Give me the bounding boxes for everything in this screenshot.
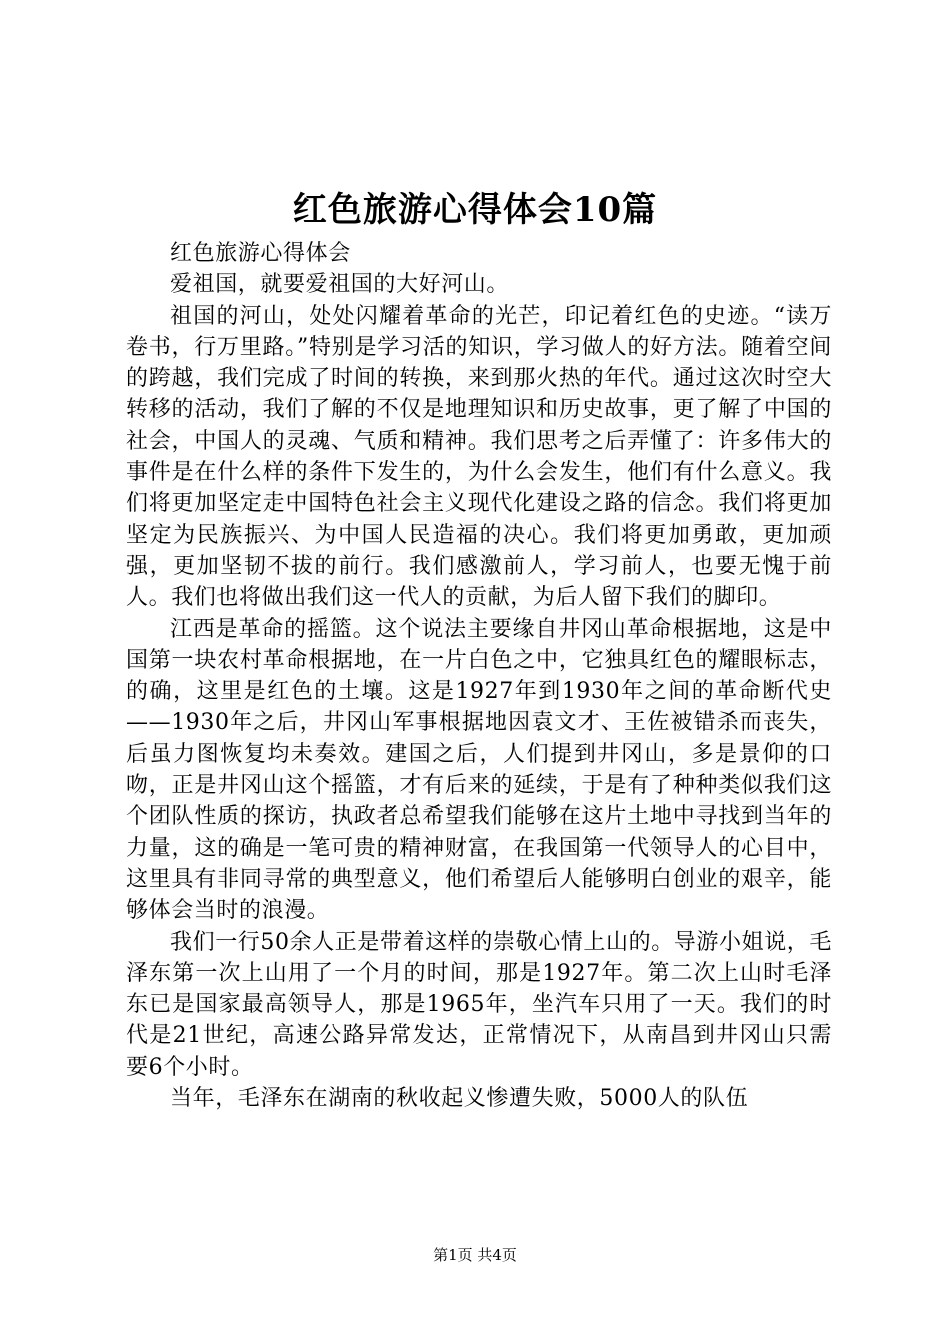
document-body: [126, 238, 832, 1114]
paragraph-motherland: 祖国的河山，处处闪耀着革命的光芒，印记着红色的史迹。“读万卷书，行万里路。”特别是学习活的知识，学习做人的好方法。随着空间的跨越，我们完成了时间的转换，来到那火热的年代。通过这次时空大转移的活动，我们了解的不仅是地理知识和历史故事，更了解了中国的社会，中国人的灵魂、气质和精神。我们思考之后弄懂了：许多伟大的事件是在什么样的条件下发生的，为什么会发生，他们有什么意义。我们将更加坚定走中国特色社会主义现代化建设之路的信念。我们将更加坚定为民族振兴、为中国人民造福的决心。我们将更加勇敢，更加顽强，更加坚韧不拔的前行。我们感激前人，学习前人，也要无愧于前人。我们也将做出我们这一代人的贡献，为后人留下我们的脚印。: [126, 303, 832, 611]
paragraph-history: 当年，毛泽东在湖南的秋收起义惨遭失败，5000人的队伍: [170, 1086, 749, 1112]
page-footer: 第1页 共4页: [433, 1246, 517, 1264]
paragraph-trip: 我们一行50余人正是带着这样的崇敬心情上山的。导游小姐说，毛泽东第一次上山用了一个月的时间，那是1927年。第二次上山时毛泽东已是国家最高领导人，那是1965年，坐汽车只用了一天。我们的时代是21世纪，高速公路异常发达，正常情况下，从南昌到井冈山只需要6个小时。: [126, 929, 832, 1080]
paragraph-intro: 爱祖国，就要爱祖国的大好河山。: [170, 272, 510, 298]
paragraph-heading: 红色旅游心得体会: [170, 241, 351, 266]
document-title: 红色旅游心得体会10篇: [292, 190, 658, 230]
paragraph-jiangxi: 江西是革命的摇篮。这个说法主要缘自井冈山革命根据地，这是中国第一块农村革命根据地，在一片白色之中，它独具红色的耀眼标志，的确，这里是红色的土壤。这是1927年到1930年之间的革命断代史——1930年之后，井冈山军事根据地因袁文才、王佐被错杀而丧失，后虽力图恢复均未奏效。建国之后，人们提到井冈山，多是景仰的口吻，正是井冈山这个摇篮，才有后来的延续，于是有了种种类似我们这个团队性质的探访，执政者总希望我们能够在这片土地中寻找到当年的力量，这的确是一笔可贵的精神财富，在我国第一代领导人的心目中，这里具有非同寻常的典型意义，他们希望后人能够明白创业的艰辛，能够体会当时的浪漫。: [126, 616, 832, 924]
